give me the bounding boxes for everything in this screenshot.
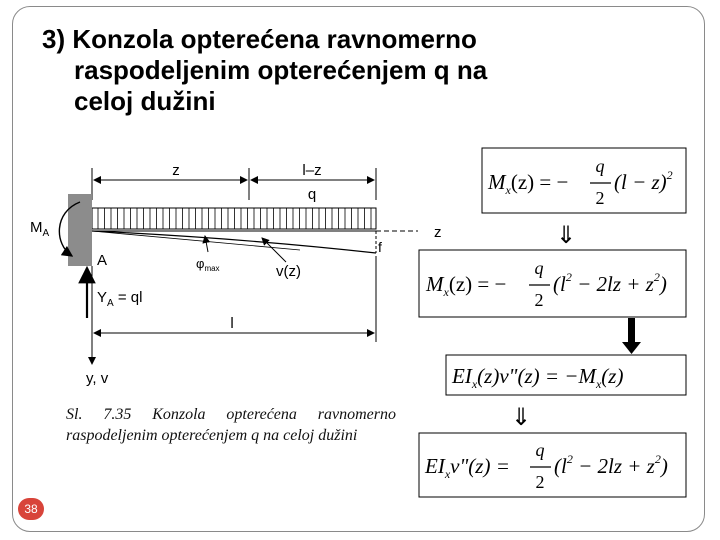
vz-label: v(z): [276, 263, 301, 280]
phi-max-label: $\varphi_{max}$: [196, 256, 220, 273]
axis-yv-label: y, v: [86, 370, 109, 387]
eq4-frac-num: q: [535, 440, 545, 460]
axis-z-label: z: [434, 224, 442, 241]
title-line-1: 3) Konzola opterećena ravnomerno: [42, 24, 477, 54]
eq4-frac-den: 2: [535, 472, 545, 492]
eq1-frac-den: 2: [595, 188, 605, 208]
deflection-f-label: f: [378, 239, 382, 255]
eq2-frac-den: 2: [534, 290, 544, 310]
eq4-lhs: $EI_xv"(z)$ =: [425, 454, 510, 481]
figure-caption: Sl. 7.35 Konzola opterećena ravnomerno raspodeljenim opterećenjem q na celoj dužini: [66, 406, 396, 444]
bold-down-arrow: [622, 318, 641, 354]
eq1-rhs: $(l - z)^2$: [614, 168, 673, 194]
point-A-label: A: [97, 252, 108, 269]
page-number-badge: 38: [18, 498, 44, 520]
eq2-frac-num: q: [534, 258, 544, 278]
span-l-label: l: [230, 315, 234, 332]
eq1-lhs: $M_x(z)$ = −: [488, 170, 569, 197]
moment-label: $M_A$: [30, 219, 50, 239]
load-q-label: q: [307, 186, 317, 203]
eq3-text: $EI_x(z)v"(z) = -M_x(z)$: [452, 364, 624, 391]
title-line-3: celoj dužini: [74, 86, 216, 116]
implies-arrow-2: ⇓: [510, 405, 532, 431]
dim-l-minus-z-label: l–z: [302, 162, 322, 179]
eq2-rhs: $(l^2 - 2lz + z^2)$: [553, 270, 667, 296]
title-line-2: raspodeljenim opterećenjem q na: [74, 55, 488, 85]
eq2-lhs: $M_x(z)$ = −: [426, 272, 507, 299]
eq4-rhs: $(l^2 - 2lz + z^2)$: [554, 452, 668, 478]
eq1-frac-num: q: [595, 156, 605, 176]
dim-z-label: z: [172, 162, 180, 179]
implies-arrow-1: ⇓: [555, 223, 577, 249]
reaction-label: $Y_A$ = ql: [97, 289, 143, 309]
